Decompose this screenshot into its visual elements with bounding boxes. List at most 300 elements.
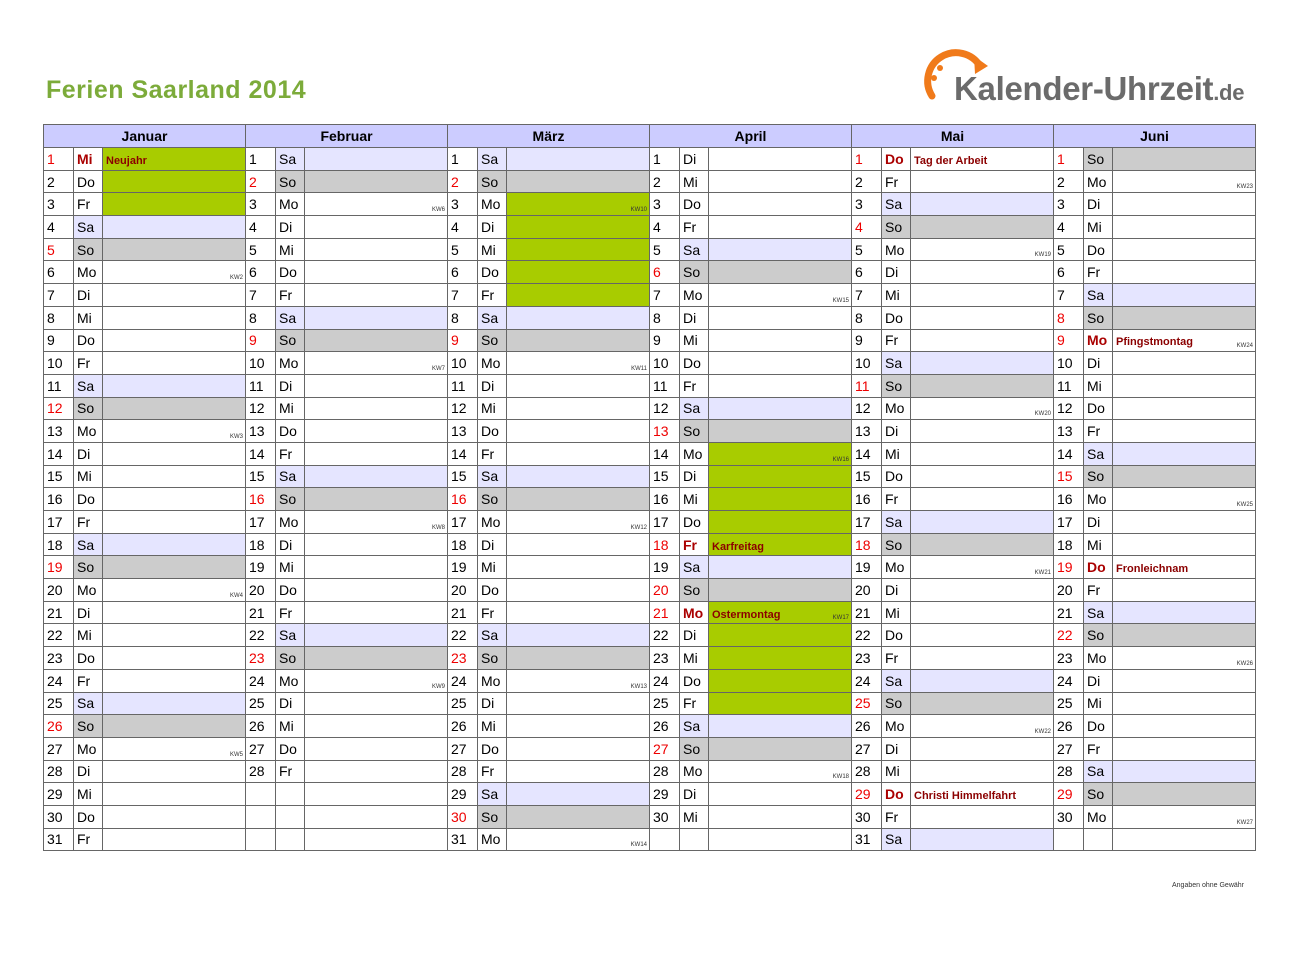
weekday: Do bbox=[882, 306, 911, 329]
day-entry bbox=[103, 647, 246, 670]
weekday: Do bbox=[478, 420, 507, 443]
day-row bbox=[44, 329, 1256, 352]
day-entry bbox=[911, 783, 1054, 806]
weekday: So bbox=[882, 533, 911, 556]
day-entry bbox=[911, 692, 1054, 715]
weekday: Fr bbox=[882, 647, 911, 670]
day-entry bbox=[305, 737, 448, 760]
weekday: Fr bbox=[276, 760, 305, 783]
day-entry bbox=[911, 669, 1054, 692]
day-entry bbox=[507, 420, 650, 443]
day-row bbox=[44, 579, 1256, 602]
day-entry bbox=[911, 715, 1054, 738]
day-number: 7 bbox=[448, 284, 478, 307]
day-entry bbox=[911, 420, 1054, 443]
day-number: 6 bbox=[44, 261, 74, 284]
day-number: 18 bbox=[1054, 533, 1084, 556]
day-entry bbox=[305, 579, 448, 602]
day-entry bbox=[305, 442, 448, 465]
weekday: Mo bbox=[478, 193, 507, 216]
day-number: 25 bbox=[852, 692, 882, 715]
day-number: 5 bbox=[246, 238, 276, 261]
weekday: Fr bbox=[74, 669, 103, 692]
week-number: KW5 bbox=[229, 751, 243, 758]
day-entry bbox=[305, 306, 448, 329]
day-number: 25 bbox=[246, 692, 276, 715]
day-entry bbox=[305, 261, 448, 284]
month-header: März bbox=[448, 125, 650, 148]
weekday: Fr bbox=[1084, 737, 1113, 760]
brand-tld: .de bbox=[1213, 80, 1245, 105]
day-entry bbox=[305, 329, 448, 352]
weekday: Di bbox=[478, 374, 507, 397]
weekday: Do bbox=[74, 805, 103, 828]
day-entry bbox=[103, 374, 246, 397]
day-number: 29 bbox=[44, 783, 74, 806]
day-number: 21 bbox=[246, 601, 276, 624]
weekday: Mo bbox=[276, 193, 305, 216]
weekday: So bbox=[882, 216, 911, 239]
day-number: 21 bbox=[44, 601, 74, 624]
day-number: 10 bbox=[650, 352, 680, 375]
weekday: Sa bbox=[882, 828, 911, 851]
day-number: 2 bbox=[448, 170, 478, 193]
day-row bbox=[44, 170, 1256, 193]
week-number: KW15 bbox=[832, 297, 849, 304]
day-entry bbox=[911, 579, 1054, 602]
day-entry bbox=[911, 442, 1054, 465]
day-entry bbox=[103, 511, 246, 534]
day-entry bbox=[507, 465, 650, 488]
weekday: Fr bbox=[680, 692, 709, 715]
day-number: 22 bbox=[246, 624, 276, 647]
day-row bbox=[44, 306, 1256, 329]
weekday: Do bbox=[680, 511, 709, 534]
day-number: 19 bbox=[650, 556, 680, 579]
day-entry bbox=[911, 465, 1054, 488]
day-number: 5 bbox=[650, 238, 680, 261]
day-number: 10 bbox=[44, 352, 74, 375]
holiday-label: Ostermontag bbox=[712, 608, 781, 621]
day-number: 29 bbox=[650, 783, 680, 806]
weekday: Di bbox=[276, 216, 305, 239]
weekday: Sa bbox=[680, 238, 709, 261]
week-number: KW7 bbox=[431, 365, 445, 372]
day-number: 20 bbox=[448, 579, 478, 602]
week-number: KW23 bbox=[1236, 184, 1253, 191]
weekday: Di bbox=[74, 760, 103, 783]
weekday: Sa bbox=[276, 306, 305, 329]
day-number: 6 bbox=[650, 261, 680, 284]
week-number: KW24 bbox=[1236, 343, 1253, 350]
day-entry bbox=[305, 193, 448, 216]
day-number: 29 bbox=[1054, 783, 1084, 806]
day-row bbox=[44, 148, 1256, 171]
weekday: Sa bbox=[276, 624, 305, 647]
day-number: 19 bbox=[1054, 556, 1084, 579]
day-number: 21 bbox=[650, 601, 680, 624]
day-entry bbox=[507, 193, 650, 216]
weekday: Mi bbox=[882, 601, 911, 624]
week-number: KW25 bbox=[1236, 502, 1253, 508]
day-entry bbox=[305, 828, 448, 851]
week-number: KW16 bbox=[832, 456, 849, 463]
day-number: 7 bbox=[44, 284, 74, 307]
day-number: 27 bbox=[852, 737, 882, 760]
weekday: Fr bbox=[74, 511, 103, 534]
weekday: Mo bbox=[680, 760, 709, 783]
day-entry bbox=[103, 601, 246, 624]
day-row bbox=[44, 216, 1256, 239]
day-entry bbox=[507, 148, 650, 171]
day-entry bbox=[911, 488, 1054, 511]
day-number: 8 bbox=[852, 306, 882, 329]
month-header-row bbox=[44, 125, 1256, 148]
day-row bbox=[44, 737, 1256, 760]
day-entry bbox=[911, 601, 1054, 624]
day-entry bbox=[709, 805, 852, 828]
day-entry bbox=[709, 352, 852, 375]
day-row bbox=[44, 601, 1256, 624]
week-number: KW6 bbox=[431, 207, 445, 214]
weekday: Mi bbox=[478, 556, 507, 579]
day-entry bbox=[1113, 556, 1256, 579]
weekday: So bbox=[478, 805, 507, 828]
day-entry bbox=[103, 148, 246, 171]
day-number: 25 bbox=[650, 692, 680, 715]
day-number: 9 bbox=[448, 329, 478, 352]
weekday: Sa bbox=[882, 193, 911, 216]
day-number: 5 bbox=[852, 238, 882, 261]
day-entry bbox=[911, 170, 1054, 193]
day-entry bbox=[1113, 783, 1256, 806]
day-entry bbox=[103, 737, 246, 760]
weekday: Mi bbox=[882, 284, 911, 307]
day-number: 20 bbox=[44, 579, 74, 602]
day-entry bbox=[709, 624, 852, 647]
day-number: 22 bbox=[1054, 624, 1084, 647]
weekday: Mo bbox=[882, 556, 911, 579]
weekday: Mo bbox=[1084, 170, 1113, 193]
week-number: KW21 bbox=[1034, 570, 1051, 577]
day-entry bbox=[1113, 148, 1256, 171]
weekday: Mi bbox=[478, 397, 507, 420]
day-entry bbox=[507, 692, 650, 715]
day-entry bbox=[709, 579, 852, 602]
day-number: 9 bbox=[650, 329, 680, 352]
day-entry bbox=[103, 805, 246, 828]
day-row bbox=[44, 261, 1256, 284]
weekday: Mo bbox=[680, 442, 709, 465]
weekday: So bbox=[478, 647, 507, 670]
day-number: 15 bbox=[44, 465, 74, 488]
day-entry bbox=[709, 737, 852, 760]
weekday: Mo bbox=[478, 669, 507, 692]
weekday: Fr bbox=[1084, 579, 1113, 602]
weekday: Mo bbox=[1084, 647, 1113, 670]
weekday: Sa bbox=[478, 148, 507, 171]
weekday bbox=[1084, 828, 1113, 851]
weekday: Mi bbox=[478, 715, 507, 738]
day-entry bbox=[507, 737, 650, 760]
weekday: Do bbox=[478, 737, 507, 760]
day-entry bbox=[911, 306, 1054, 329]
day-entry bbox=[507, 238, 650, 261]
day-number: 20 bbox=[650, 579, 680, 602]
day-number: 28 bbox=[650, 760, 680, 783]
day-row bbox=[44, 193, 1256, 216]
day-entry bbox=[507, 352, 650, 375]
day-number: 14 bbox=[1054, 442, 1084, 465]
day-number: 9 bbox=[44, 329, 74, 352]
weekday: Sa bbox=[882, 669, 911, 692]
day-entry bbox=[911, 374, 1054, 397]
weekday: Fr bbox=[882, 329, 911, 352]
week-number: KW4 bbox=[229, 592, 243, 599]
day-number: 23 bbox=[246, 647, 276, 670]
day-entry bbox=[1113, 420, 1256, 443]
day-entry bbox=[709, 828, 852, 851]
day-entry bbox=[305, 624, 448, 647]
day-number: 20 bbox=[1054, 579, 1084, 602]
day-row bbox=[44, 284, 1256, 307]
day-row bbox=[44, 397, 1256, 420]
weekday: Sa bbox=[680, 715, 709, 738]
weekday: Do bbox=[882, 465, 911, 488]
day-number: 11 bbox=[650, 374, 680, 397]
weekday: Sa bbox=[1084, 760, 1113, 783]
holiday-label: Karfreitag bbox=[712, 540, 764, 553]
weekday: Mo bbox=[478, 511, 507, 534]
weekday: Mo bbox=[478, 352, 507, 375]
day-entry bbox=[911, 193, 1054, 216]
weekday: Mi bbox=[1084, 374, 1113, 397]
day-entry bbox=[1113, 442, 1256, 465]
day-entry bbox=[911, 261, 1054, 284]
weekday: Do bbox=[1084, 556, 1113, 579]
day-number: 7 bbox=[1054, 284, 1084, 307]
weekday: Di bbox=[680, 783, 709, 806]
week-number: KW17 bbox=[832, 615, 849, 622]
weekday: So bbox=[1084, 306, 1113, 329]
day-number: 2 bbox=[44, 170, 74, 193]
weekday: Do bbox=[276, 261, 305, 284]
day-number bbox=[246, 828, 276, 851]
day-entry bbox=[709, 601, 852, 624]
day-entry bbox=[305, 647, 448, 670]
weekday: Di bbox=[276, 692, 305, 715]
weekday: Mo bbox=[478, 828, 507, 851]
day-number bbox=[246, 783, 276, 806]
day-entry bbox=[507, 261, 650, 284]
day-entry bbox=[911, 760, 1054, 783]
day-number: 27 bbox=[246, 737, 276, 760]
day-entry bbox=[103, 828, 246, 851]
day-number: 4 bbox=[246, 216, 276, 239]
weekday: Do bbox=[882, 148, 911, 171]
day-entry bbox=[709, 669, 852, 692]
weekday: Mo bbox=[74, 579, 103, 602]
day-entry bbox=[709, 647, 852, 670]
day-number: 22 bbox=[44, 624, 74, 647]
day-number: 19 bbox=[246, 556, 276, 579]
day-row bbox=[44, 352, 1256, 375]
day-number: 9 bbox=[1054, 329, 1084, 352]
day-number: 17 bbox=[44, 511, 74, 534]
day-number: 24 bbox=[448, 669, 478, 692]
day-row bbox=[44, 556, 1256, 579]
day-number: 4 bbox=[650, 216, 680, 239]
weekday: Mo bbox=[74, 420, 103, 443]
weekday: Di bbox=[1084, 511, 1113, 534]
day-entry bbox=[507, 783, 650, 806]
weekday: Do bbox=[680, 352, 709, 375]
day-number: 12 bbox=[246, 397, 276, 420]
weekday: Mo bbox=[276, 352, 305, 375]
day-entry bbox=[709, 783, 852, 806]
day-entry bbox=[507, 669, 650, 692]
week-number: KW2 bbox=[229, 275, 243, 282]
day-entry bbox=[709, 306, 852, 329]
week-number: KW11 bbox=[631, 365, 647, 372]
day-number: 15 bbox=[1054, 465, 1084, 488]
day-entry bbox=[103, 442, 246, 465]
day-entry bbox=[507, 805, 650, 828]
day-number: 6 bbox=[448, 261, 478, 284]
day-number: 11 bbox=[448, 374, 478, 397]
weekday: Di bbox=[478, 533, 507, 556]
day-number: 17 bbox=[448, 511, 478, 534]
weekday: Di bbox=[276, 374, 305, 397]
week-number: KW22 bbox=[1034, 728, 1051, 735]
brand-logo[interactable] bbox=[920, 44, 1250, 114]
weekday: So bbox=[1084, 465, 1113, 488]
weekday bbox=[276, 805, 305, 828]
weekday: Do bbox=[74, 488, 103, 511]
day-entry bbox=[507, 647, 650, 670]
day-entry bbox=[1113, 828, 1256, 851]
day-number: 25 bbox=[448, 692, 478, 715]
day-row bbox=[44, 669, 1256, 692]
weekday: So bbox=[478, 488, 507, 511]
day-entry bbox=[507, 828, 650, 851]
week-number: KW12 bbox=[630, 524, 647, 531]
day-number: 30 bbox=[448, 805, 478, 828]
day-entry bbox=[305, 715, 448, 738]
day-entry bbox=[305, 488, 448, 511]
weekday: So bbox=[1084, 624, 1113, 647]
weekday: Di bbox=[882, 579, 911, 602]
day-entry bbox=[911, 533, 1054, 556]
day-row bbox=[44, 692, 1256, 715]
day-number: 17 bbox=[1054, 511, 1084, 534]
day-number: 21 bbox=[448, 601, 478, 624]
day-number: 22 bbox=[852, 624, 882, 647]
weekday: Mi bbox=[680, 488, 709, 511]
day-entry bbox=[507, 488, 650, 511]
day-entry bbox=[103, 715, 246, 738]
weekday: Di bbox=[74, 601, 103, 624]
day-number: 1 bbox=[650, 148, 680, 171]
day-row bbox=[44, 238, 1256, 261]
day-entry bbox=[305, 601, 448, 624]
day-entry bbox=[709, 533, 852, 556]
weekday: Fr bbox=[882, 805, 911, 828]
weekday: Mi bbox=[680, 805, 709, 828]
weekday: Mo bbox=[1084, 488, 1113, 511]
weekday: So bbox=[680, 420, 709, 443]
day-number: 5 bbox=[448, 238, 478, 261]
day-entry bbox=[305, 238, 448, 261]
weekday: Mi bbox=[74, 465, 103, 488]
day-number: 29 bbox=[448, 783, 478, 806]
day-entry bbox=[507, 556, 650, 579]
weekday: Fr bbox=[478, 760, 507, 783]
weekday: Do bbox=[276, 579, 305, 602]
day-entry bbox=[911, 511, 1054, 534]
day-entry bbox=[507, 216, 650, 239]
day-number: 11 bbox=[852, 374, 882, 397]
weekday: Mi bbox=[276, 715, 305, 738]
weekday: Di bbox=[882, 420, 911, 443]
day-entry bbox=[507, 374, 650, 397]
day-number: 16 bbox=[1054, 488, 1084, 511]
day-entry bbox=[103, 579, 246, 602]
day-number: 18 bbox=[448, 533, 478, 556]
weekday: Di bbox=[74, 284, 103, 307]
day-row bbox=[44, 488, 1256, 511]
weekday: Di bbox=[882, 737, 911, 760]
weekday: So bbox=[276, 329, 305, 352]
day-entry bbox=[709, 329, 852, 352]
day-entry bbox=[1113, 238, 1256, 261]
day-number: 13 bbox=[448, 420, 478, 443]
day-row bbox=[44, 624, 1256, 647]
weekday: Mi bbox=[1084, 216, 1113, 239]
day-entry bbox=[1113, 692, 1256, 715]
day-number: 24 bbox=[1054, 669, 1084, 692]
day-entry bbox=[103, 465, 246, 488]
weekday: So bbox=[276, 647, 305, 670]
day-entry bbox=[911, 828, 1054, 851]
day-entry bbox=[507, 624, 650, 647]
weekday: So bbox=[680, 579, 709, 602]
day-number: 12 bbox=[852, 397, 882, 420]
weekday: Fr bbox=[882, 488, 911, 511]
month-header: April bbox=[650, 125, 852, 148]
week-number: KW3 bbox=[229, 433, 243, 440]
weekday: Mo bbox=[276, 511, 305, 534]
day-entry bbox=[507, 442, 650, 465]
day-entry bbox=[305, 692, 448, 715]
day-number: 25 bbox=[44, 692, 74, 715]
holiday-label: Pfingstmontag bbox=[1116, 336, 1193, 349]
day-number bbox=[246, 805, 276, 828]
day-entry bbox=[103, 352, 246, 375]
weekday: Do bbox=[680, 669, 709, 692]
day-entry bbox=[709, 488, 852, 511]
day-number: 2 bbox=[246, 170, 276, 193]
weekday: Di bbox=[478, 216, 507, 239]
weekday: Mi bbox=[1084, 692, 1113, 715]
day-number: 23 bbox=[1054, 647, 1084, 670]
day-entry bbox=[709, 556, 852, 579]
weekday: So bbox=[74, 556, 103, 579]
weekday: So bbox=[74, 715, 103, 738]
day-number: 8 bbox=[448, 306, 478, 329]
day-number bbox=[650, 828, 680, 851]
day-entry bbox=[507, 715, 650, 738]
